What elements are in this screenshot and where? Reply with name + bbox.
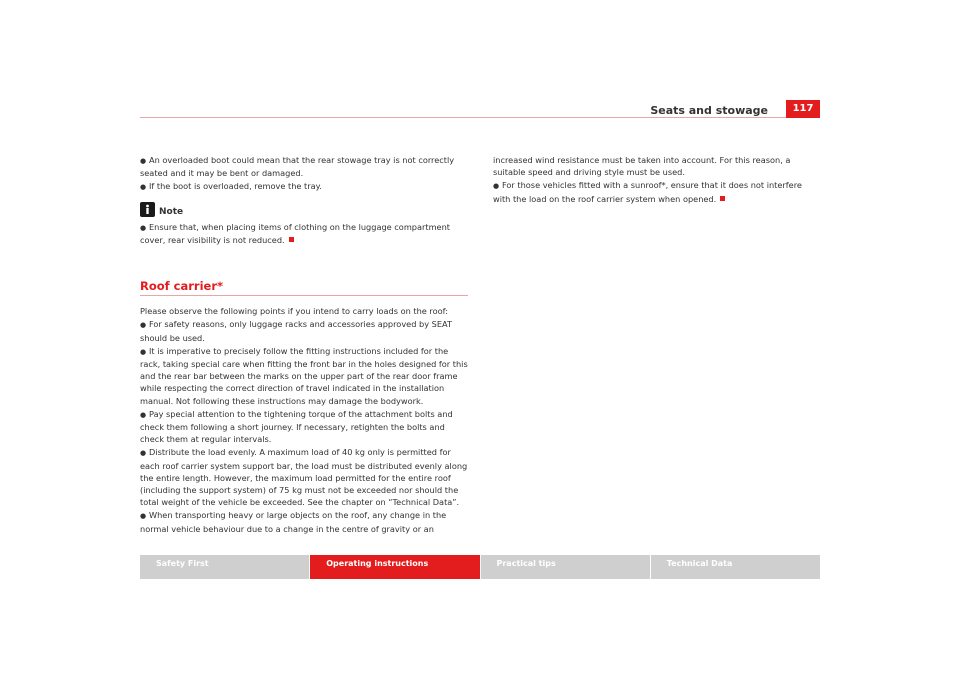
footer-nav xyxy=(140,555,820,579)
list-item xyxy=(493,179,821,204)
bullet-icon: ● xyxy=(493,182,500,191)
list-item xyxy=(140,408,468,446)
note-text: Ensure that, when placing items of clothing on the luggage compartment cover, rear visibility is not reduced. xyxy=(140,221,450,245)
bullet-icon: ● xyxy=(140,183,147,192)
list-item xyxy=(140,154,468,179)
tab-safety-first[interactable]: Safety First xyxy=(140,555,309,579)
bullet-text: If the boot is overloaded, remove the tray. xyxy=(149,181,322,192)
bullet-icon: ● xyxy=(140,410,147,419)
list-item xyxy=(140,446,468,508)
continuation-text: increased wind resistance must be taken into account. For this reason, a suitable speed and driving style must be used. xyxy=(493,155,791,178)
bullet-text: An overloaded boot could mean that the rear stowage tray is not correctly seated and it may be bent or damaged. xyxy=(140,155,455,179)
section-heading: Roof carrier* xyxy=(140,280,468,296)
info-note-icon xyxy=(140,202,155,217)
end-marker-icon xyxy=(720,196,725,201)
bullet-icon: ● xyxy=(140,449,147,458)
list-item xyxy=(140,318,468,343)
list-item xyxy=(140,180,468,193)
bullet-text: It is imperative to precisely follow the fitting instructions included for the rack, taking special care when fitting the front bar in the holes designed for this and the rear bar between the marks on the upper part of the rear door frame while respecting the correct direction of travel indicated in the installation manual. Not following these instructions may damage the bodywork. xyxy=(140,345,468,406)
tab-practical-tips[interactable]: Practical tips xyxy=(481,555,650,579)
right-column xyxy=(493,154,821,206)
chapter-title: Seats and stowage xyxy=(650,104,768,117)
list-item xyxy=(140,509,468,534)
header-rule xyxy=(140,117,820,118)
bullet-text: For those vehicles fitted with a sunroof*, ensure that it does not interfere with the load on the roof carrier system when opened. xyxy=(493,180,802,204)
bullet-text: Pay special attention to the tightening torque of the attachment bolts and check them following a short journey. If necessary, retighten the bolts and check them at regular intervals. xyxy=(140,408,453,445)
page-number: 117 xyxy=(786,100,820,118)
bullet-icon: ● xyxy=(140,157,147,165)
bullet-icon: ● xyxy=(140,223,147,232)
tab-technical-data[interactable]: Technical Data xyxy=(651,555,820,579)
bullet-text: When transporting heavy or large objects on the roof, any change in the normal vehicle behaviour due to a change in the centre of gravity or an xyxy=(140,510,447,534)
tab-operating-instructions[interactable]: Operating instructions xyxy=(310,555,479,579)
bullet-text: Distribute the load evenly. A maximum load of 40 kg only is permitted for each roof carrier system support bar, the load must be distributed evenly along the entire length. However, the maximum load permitted for the entire roof (including the support system) of 75 kg must not be exceeded nor should the total weight of the vehicle be exceeded. See the chapter on “Technical Data”. xyxy=(140,447,468,508)
end-marker-icon xyxy=(289,237,294,242)
bullet-icon: ● xyxy=(140,321,147,330)
bullet-icon: ● xyxy=(140,347,147,356)
left-column xyxy=(140,154,468,536)
list-item xyxy=(140,221,468,246)
bullet-icon: ● xyxy=(140,512,147,521)
section-intro: Please observe the following points if you intend to carry loads on the roof: xyxy=(140,306,448,317)
note-header xyxy=(140,202,468,217)
list-item xyxy=(140,345,468,407)
bullet-text: For safety reasons, only luggage racks and accessories approved by SEAT should be used. xyxy=(140,319,452,343)
note-label: Note xyxy=(159,206,184,217)
